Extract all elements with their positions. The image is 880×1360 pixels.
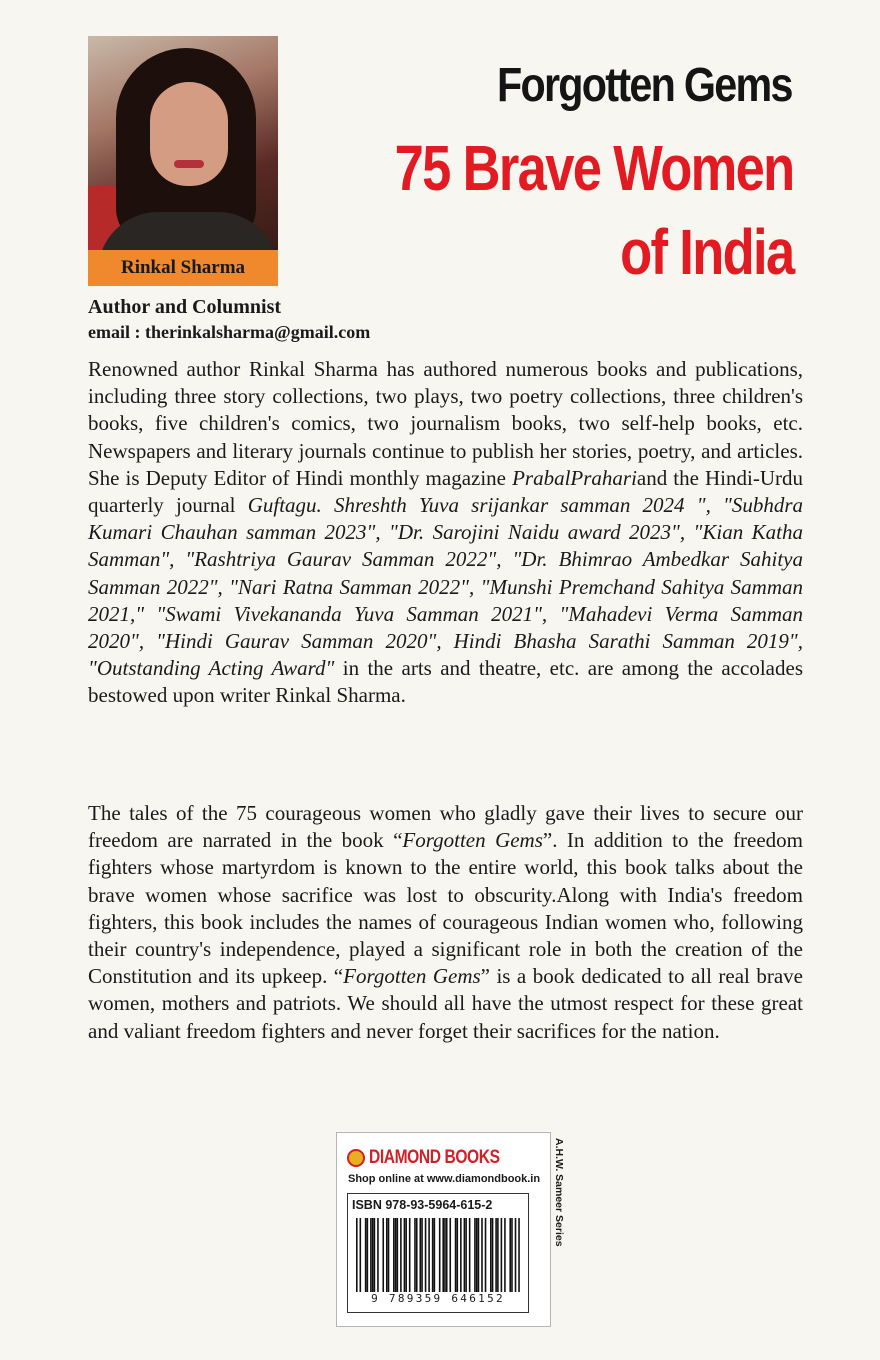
book-title-ref-1: Forgotten Gems (402, 828, 543, 853)
photo-face (150, 82, 228, 186)
isbn-box (347, 1193, 529, 1313)
publisher-header (347, 1147, 528, 1169)
author-photo (88, 36, 278, 286)
publisher-name: DIAMOND BOOKS (369, 1147, 500, 1168)
series-label: A.H.W. Sameer Series (553, 1138, 565, 1247)
diamond-logo-icon (347, 1149, 365, 1167)
book-title-ref-2: Forgotten Gems (343, 964, 481, 989)
author-bio (88, 356, 803, 710)
publisher-url: Shop online at www.diamondbook.in (348, 1173, 541, 1185)
magazine-name: PrabalPrahari (512, 465, 637, 490)
author-role: Author and Columnist (88, 296, 282, 318)
publisher-box (336, 1132, 551, 1327)
bio-text-b: and the Hindi-Urdu quarterly journal (88, 465, 803, 518)
photo-lips (174, 160, 204, 168)
author-name-tag: Rinkal Sharma (88, 250, 278, 286)
bio-text-a: Renowned author Rinkal Sharma has authored numerous books and publications, including three story collections, two plays, two poetry collections, three children's books, five children's comics, two journalism books, two self-help books, etc. Newspapers and literary journals continue to publish her stories, poetry, and articles. She is Deputy Editor of Hindi monthly magazine (88, 357, 803, 490)
title-line-2: 75 Brave Women (394, 132, 794, 204)
author-email: email : therinkalsharma@gmail.com (88, 322, 371, 342)
desc-text-c: ” is a book dedicated to all real brave women, mothers and patriots. We should all have the utmost respect for these great and valiant freedom fighters and never forget their sacrifices for the nation. (88, 964, 803, 1043)
barcode-icon (356, 1218, 520, 1292)
bio-text-c: in the arts and theatre, etc. are among the accolades bestowed upon writer Rinkal Sharma. (88, 656, 803, 708)
book-description (88, 800, 803, 1045)
awards-list: Guftagu. Shreshth Yuva srijankar samman 2024 ", "Subhdra Kumari Chauhan samman 2023", "Dr. Sarojini Naidu award 2023", "Kian Katha Samman", "Rashtriya Gaurav Samman 2022", "Dr. Bhimrao Ambedkar Sahitya Samman 2022", "Nari Ratna Samman 2022", "Munshi Premchand Sahitya Samman 2021," "Swami Vivekananda Yuva Samman 2021", "Mahadevi Verma Samman 2020", "Hindi Gaurav Samman 2020", Hindi Bhasha Sarathi Samman 2019", "Outstanding Acting Award" (88, 493, 804, 681)
barcode-digits: 9 789359 646152 (371, 1292, 505, 1305)
desc-text-b: ”. In addition to the freedom fighters whose martyrdom is known to the entire world, this book talks about the brave women whose sacrifice was lost to obscurity.Along with India's freedom fighters, this book includes the names of courageous Indian women who, following their country's independence, played a significant role in both the creation of the Constitution and its upkeep. “ (88, 828, 803, 989)
desc-text-a: The tales of the 75 courageous women who gladly gave their lives to secure our freedom are narrated in the book “ (88, 801, 803, 853)
title-line-1: Forgotten Gems (497, 59, 792, 112)
isbn-label: ISBN 978-93-5964-615-2 (352, 1198, 493, 1212)
title-line-3: of India (620, 216, 794, 288)
